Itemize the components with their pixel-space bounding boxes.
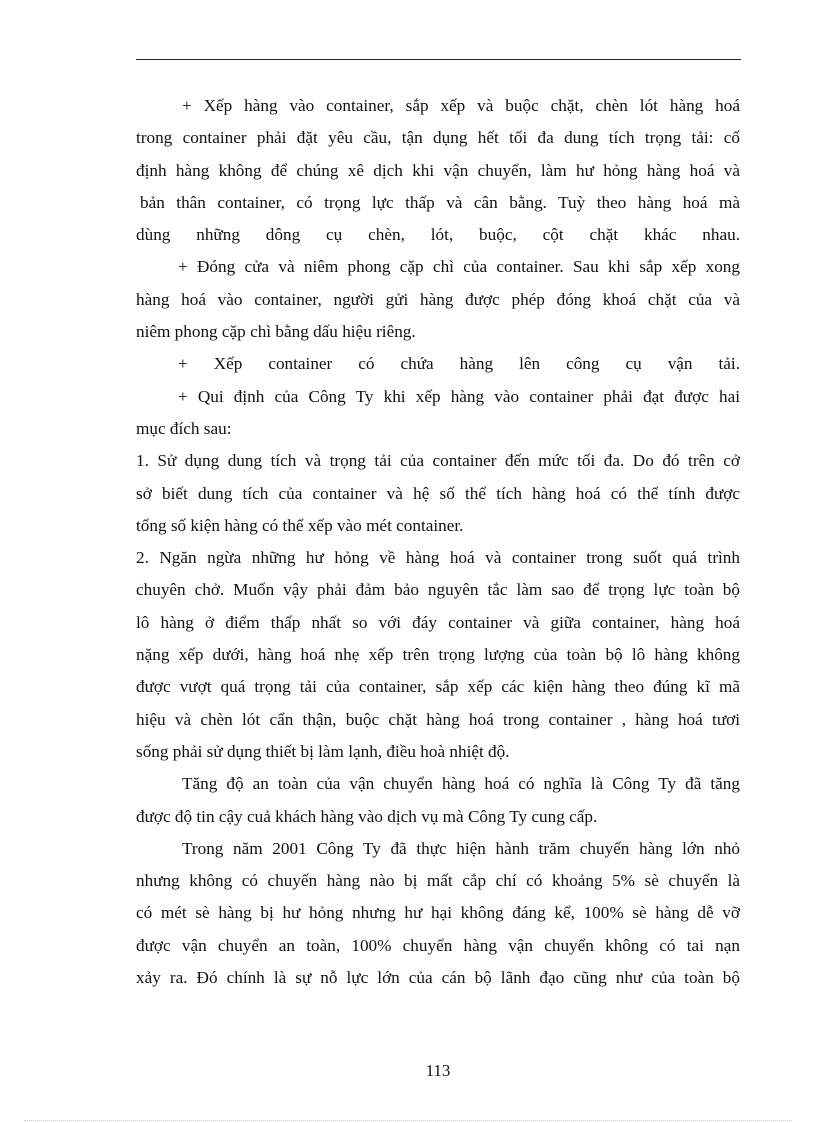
text-line: được vượt quá trọng tải của container, sắp xếp các kiện hàng theo đúng kĩ mã [136, 677, 740, 697]
text-line: hàng hoá vào container, người gửi hàng được phép đóng khoá chặt của và [136, 289, 740, 309]
text-line: sở biết dung tích của container và hệ số thể tích hàng hoá có thể tính được [136, 483, 740, 503]
text-line: xảy ra. Đó chính là sự nỗ lực lớn của cán bộ lãnh đạo cũng như của toàn bộ [136, 968, 740, 988]
text-line: nhưng không có chuyến hàng nào bị mất cắp chí có khoảng 5% sè chuyến là [136, 871, 740, 891]
text-line: + Xếp hàng vào container, sắp xếp và buộc chặt, chèn lót hàng hoá [182, 96, 740, 115]
text-line: được độ tin cậy cuả khách hàng vào dịch vụ mà Công Ty cung cấp. [136, 806, 598, 826]
text-line: trong container phải đặt yêu cầu, tận dụng hết tối đa dung tích trọng tải: cố [136, 128, 740, 148]
text-line: bản thân container, có trọng lực thấp và cân bằng. Tuỳ theo hàng hoá mà [140, 192, 740, 212]
text-line: hiệu và chèn lót cẩn thận, buộc chặt hàng hoá trong container , hàng hoá tươi [136, 709, 740, 729]
text-line: + Xếp container có chứa hàng lên công cụ vận tải. [178, 354, 740, 374]
text-line: 1. Sử dụng dung tích và trọng tải của container đến mức tối đa. Do đó trên cở [136, 451, 740, 471]
text-line: định hàng không để chúng xê dịch khi vận chuyển, làm hư hỏng hàng hoá và [136, 160, 740, 180]
text-line: Trong năm 2001 Công Ty đã thực hiện hành trăm chuyến hàng lớn nhỏ [182, 838, 740, 858]
text-line: niêm phong cặp chì bằng dấu hiệu riêng. [136, 322, 416, 342]
text-line: + Đóng cửa và niêm phong cặp chì của container. Sau khi sắp xếp xong [178, 257, 740, 277]
footer-rule [24, 1120, 792, 1121]
text-line: được vận chuyển an toàn, 100% chuyển hàng vận chuyển không có tai nạn [136, 935, 740, 955]
body-text [136, 90, 740, 994]
text-line: 2. Ngăn ngừa những hư hỏng về hàng hoá và container trong suốt quá trình [136, 548, 740, 568]
header-rule [136, 59, 741, 60]
text-line: tổng số kiện hàng có thể xếp vào mét container. [136, 515, 464, 535]
text-line: chuyên chở. Muốn vậy phải đảm bảo nguyên tắc làm sao để trọng lực toàn bộ [136, 580, 740, 600]
text-line: dùng những dông cụ chèn, lót, buộc, cột chặt khác nhau. [136, 225, 740, 245]
text-line: sống phải sử dụng thiết bị làm lạnh, điều hoà nhiệt độ. [136, 741, 510, 761]
text-line: mục đích sau: [136, 418, 232, 438]
text-line: Tăng độ an toàn của vận chuyển hàng hoá có nghĩa là Công Ty đã tăng [182, 774, 740, 794]
page-number: 113 [425, 1061, 451, 1080]
text-line: + Qui định của Công Ty khi xếp hàng vào container phải đạt được hai [178, 386, 740, 406]
text-line: có mét sè hàng bị hư hỏng nhưng hư hại không đáng kể, 100% sè hàng dễ vỡ [136, 903, 740, 923]
text-line: lô hàng ở điểm thấp nhất so với đáy container và giữa container, hàng hoá [136, 612, 740, 632]
text-line: nặng xếp dưới, hàng hoá nhẹ xếp trên trọng lượng của toàn bộ lô hàng không [136, 645, 740, 665]
